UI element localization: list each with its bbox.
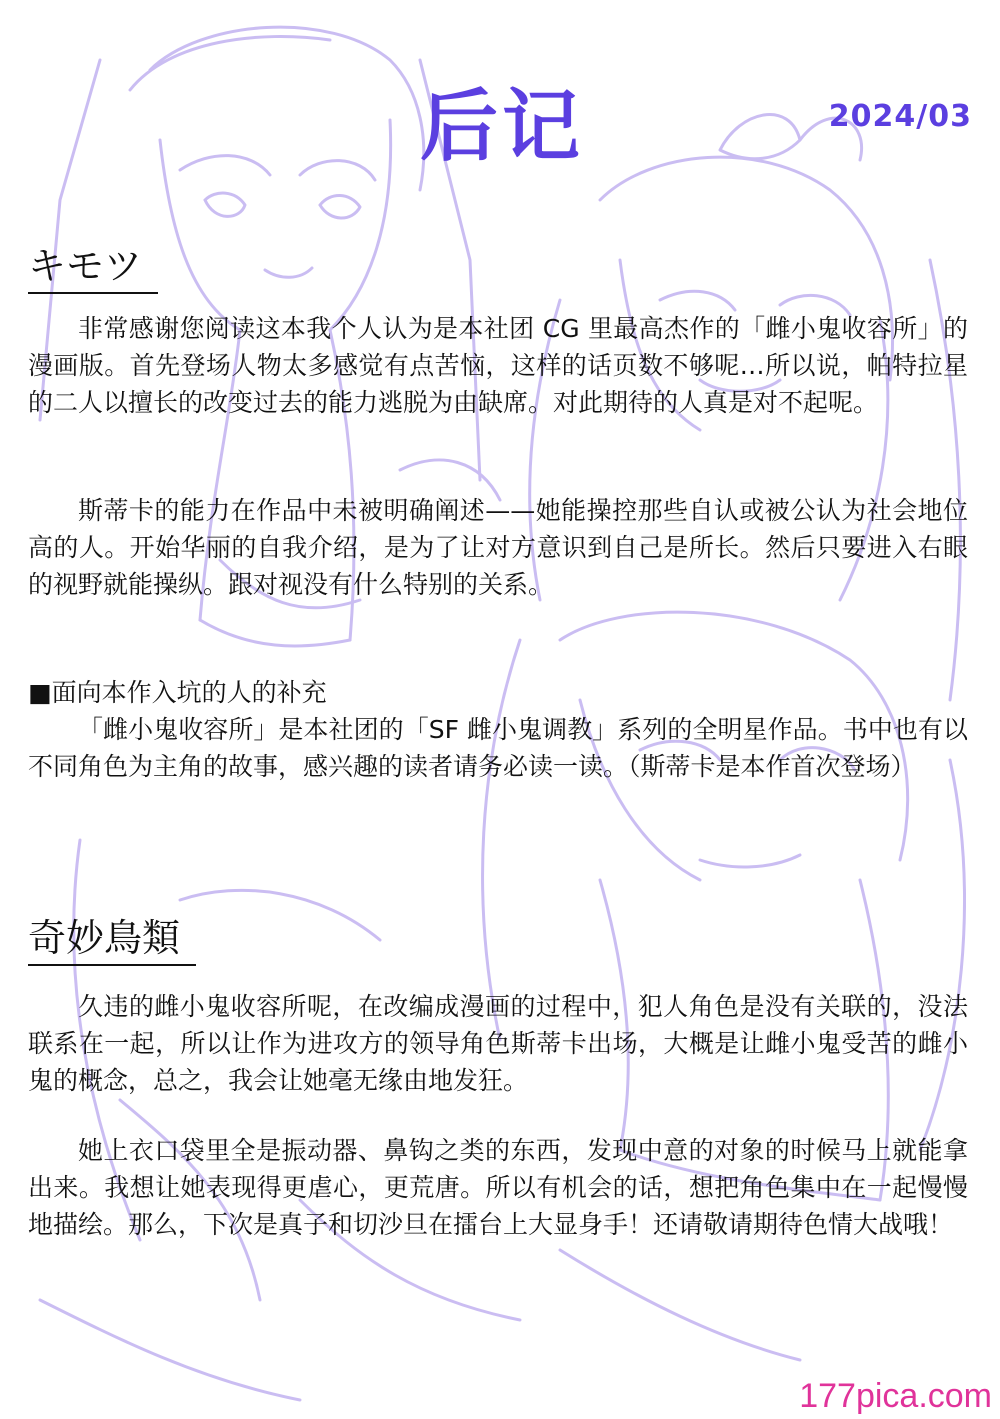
- section-2-paragraph-2: 她上衣口袋里全是振动器、鼻钩之类的东西，发现中意的对象的时候马上就能拿出来。我想让她表现得更虐心，更荒唐。所以有机会的话，想把角色集中在一起慢慢地描绘。那么，下次是真子和切沙旦在擂台上大显身手！还请敬请期待色情大战哦！: [28, 1136, 968, 1239]
- site-watermark: 177pica.com: [799, 1377, 992, 1415]
- supplement-note-heading: ■面向本作入坑的人的补充: [28, 678, 327, 707]
- section-heading-author-1: キモツ: [28, 246, 158, 294]
- section-heading-author-2: 奇妙鳥類: [28, 918, 196, 966]
- section-1-paragraph-1: 非常感谢您阅读这本我个人认为是本社团 CG 里最高杰作的「雌小鬼收容所」的漫画版。首先登场人物太多感觉有点苦恼，这样的话页数不够呢…所以说，帕特拉星的二人以擅长的改变过去的能力逃脱为由缺席。对此期待的人真是对不起呢。: [28, 314, 968, 417]
- section-1-paragraph-2: 斯蒂卡的能力在作品中未被明确阐述——她能操控那些自认或被公认为社会地位高的人。开始华丽的自我介绍，是为了让对方意识到自己是所长。然后只要进入右眼的视野就能操纵。跟对视没有什么特别的关系。: [28, 496, 968, 599]
- date-label: 2024/03: [828, 99, 972, 134]
- section-2-paragraph-1: 久违的雌小鬼收容所呢，在改编成漫画的过程中，犯人角色是没有关联的，没法联系在一起，所以让作为进攻方的领导角色斯蒂卡出场，大概是让雌小鬼受苦的雌小鬼的概念，总之，我会让她毫无缘由地发狂。: [28, 992, 968, 1095]
- page-title: 后记: [420, 82, 585, 172]
- supplement-note-text: 「雌小鬼收容所」是本社团的「SF 雌小鬼调教」系列的全明星作品。书中也有以不同角色为主角的故事，感兴趣的读者请务必读一读。（斯蒂卡是本作首次登场）: [28, 715, 968, 781]
- supplement-note: [28, 674, 968, 785]
